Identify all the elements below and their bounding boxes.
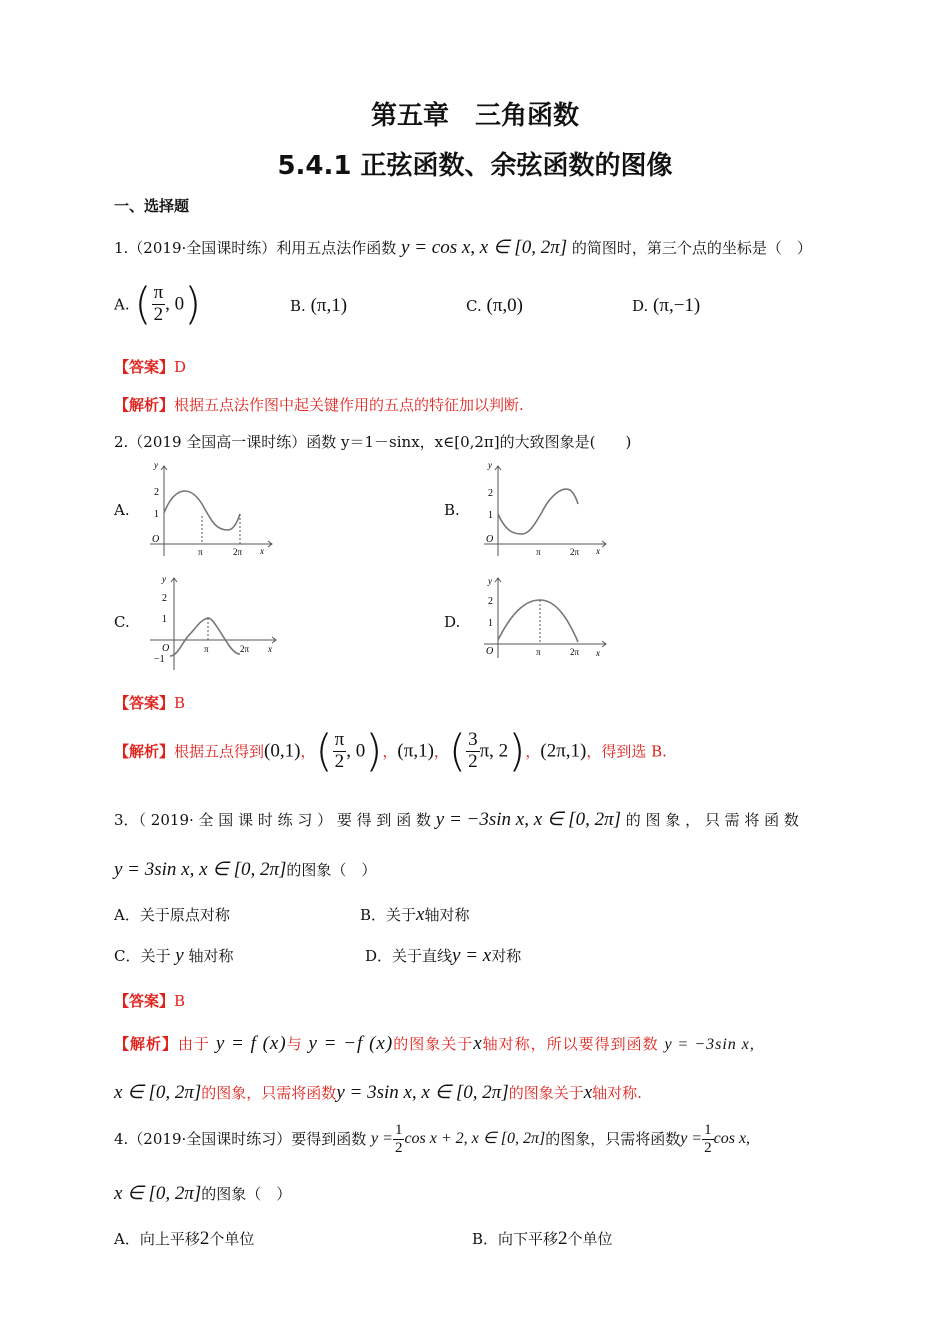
graph-a-y-axis: y [154, 460, 158, 470]
graph-b-tick-2: 2 [488, 488, 493, 499]
graph-c-tick-pi: π [204, 644, 209, 654]
graph-c-origin: O [162, 643, 170, 654]
q2-stem: 2.（2019 全国高一课时练）函数 y＝1－sinx，x∈[0,2π]的大致图象是( ) [114, 433, 632, 451]
q1-stem: 1.（2019·全国课时练）利用五点法作函数 y = cos x, x ∈ [0, 2π] 的简图时，第三个点的坐标是（ ） [114, 237, 812, 258]
q1-option-c: C. (π,0) [466, 295, 523, 316]
graph-a [140, 460, 280, 560]
graph-a-x-axis: x [260, 546, 264, 556]
q1-answer: 【答案】D [114, 358, 187, 376]
chapter-title: 第五章 三角函数 [370, 101, 579, 131]
q3-stem-line2: y = 3sin x, x ∈ [0, 2π]的图象（ ） [114, 859, 377, 880]
graph-b-tick-1: 1 [488, 510, 493, 521]
q1-option-d: D. (π,−1) [632, 295, 701, 316]
graph-b-origin: O [486, 534, 494, 545]
q2-answer: 【答案】B [114, 694, 186, 712]
graph-c-y-axis: y [162, 574, 166, 584]
q2-label-b: B. [444, 501, 460, 519]
graph-d-origin: O [486, 646, 494, 657]
q2-label-c: C. [114, 613, 130, 631]
q3-analysis-line2: x ∈ [0, 2π]的图象，只需将函数y = 3sin x, x ∈ [0, 2π]的图象关于x轴对称. [114, 1082, 642, 1103]
section-title: 5.4.1 正弦函数、余弦函数的图像 [277, 151, 673, 181]
q3-option-b: B．关于x轴对称 [360, 904, 470, 925]
graph-c-tick-2: 2 [162, 593, 167, 604]
graph-c-tick-2pi: 2π [240, 644, 250, 654]
q1-analysis: 【解析】根据五点法作图中起关键作用的五点的特征加以判断. [114, 396, 524, 414]
graph-c-x-axis: x [268, 644, 272, 654]
graph-d-x-axis: x [596, 648, 600, 658]
q4-option-b: B．向下平移2个单位 [472, 1228, 613, 1249]
graph-b-y-axis: y [488, 460, 492, 470]
q3-analysis-line1: 【解析】由于 y = f (x)与 y = −f (x)的图象关于x轴对称，所以要得到函数 y = −3sin x, [114, 1033, 755, 1054]
graph-c [140, 572, 285, 672]
graph-d-tick-pi: π [536, 647, 541, 657]
graph-a-tick-2pi: 2π [233, 547, 243, 557]
q1-option-a: A. ( $\frac{\pi}{2}$ , 0) [114, 278, 202, 330]
q3-option-a: A．关于原点对称 [114, 906, 230, 924]
graph-d-tick-2pi: 2π [570, 647, 580, 657]
graph-b-tick-pi: π [536, 547, 541, 557]
q2-label-a: A. [114, 501, 130, 519]
graph-d-y-axis: y [488, 576, 492, 586]
graph-a-tick-pi: π [198, 547, 203, 557]
graph-d-tick-1: 1 [488, 618, 493, 629]
q1-function: y = cos x, x ∈ [0, 2π] [401, 237, 568, 258]
graph-a-tick-2: 2 [154, 487, 159, 498]
q3-option-c: C．关于 y 轴对称 [114, 945, 234, 966]
q2-label-d: D. [444, 613, 461, 631]
graph-d-tick-2: 2 [488, 596, 493, 607]
q3-answer: 【答案】B [114, 992, 186, 1010]
q3-stem-line1: 3．（ 2019· 全 国 课 时 练 习 ） 要 得 到 函 数 y = −3sin x, x ∈ [0, 2π] 的 图 象 ， 只 需 将 函 数 [114, 809, 799, 830]
part-heading: 一、选择题 [114, 197, 190, 215]
q4-stem-line1: 4.（2019·全国课时练习）要得到函数 y = $\frac{1}{2}$ cos x + 2, x ∈ [0, 2π]的图象，只需将函数y = $\frac{1}{2}$ cos x, [114, 1122, 751, 1156]
graph-a-origin: O [152, 534, 160, 545]
q4-stem-line2: x ∈ [0, 2π]的图象（ ） [114, 1183, 292, 1204]
q4-option-a: A．向上平移2个单位 [114, 1228, 255, 1249]
graph-b-tick-2pi: 2π [570, 547, 580, 557]
graph-b [474, 460, 614, 560]
graph-c-tick-1: 1 [162, 614, 167, 625]
graph-b-x-axis: x [596, 546, 600, 556]
graph-c-tick-neg1: −1 [154, 654, 165, 665]
graph-d [474, 572, 614, 672]
q1-option-b: B. (π,1) [290, 295, 348, 316]
q2-analysis: 【解析】根据五点得到(0,1)，( $\frac{\pi}{2}$ , 0)，(π,1)，( $\frac{3}{2}$ π, 2)，(2π,1)，得到选 B. [114, 725, 667, 777]
q3-option-d: D．关于直线y = x对称 [365, 945, 522, 966]
graph-a-tick-1: 1 [154, 509, 159, 520]
